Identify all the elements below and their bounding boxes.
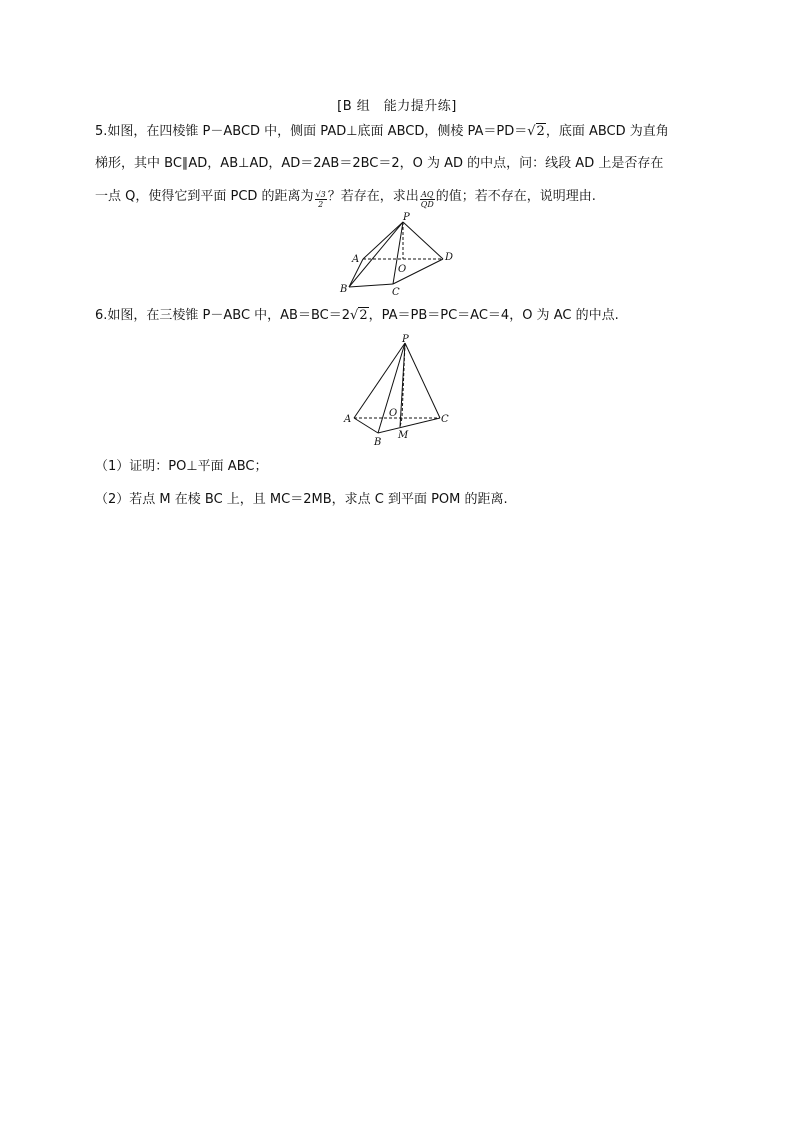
q6-line-1-b: ，PA＝PB＝PC＝AC＝4，O 为 AC 的中点. [368, 308, 619, 323]
q5-line-2: 梯形，其中 BC∥AD，AB⊥AD，AD＝2AB＝2BC＝2，O 为 AD 的中点，问：线段 AD 上是否存在 [95, 156, 664, 171]
q6-line-1 [95, 307, 619, 325]
q6-label-M: M [398, 430, 409, 441]
q6-label-A: A [344, 414, 352, 425]
q6-label-O: O [389, 408, 398, 419]
q6-label-C: C [441, 414, 449, 425]
q6-label-P: P [402, 334, 409, 345]
q5-label-C: C [392, 287, 400, 297]
q5-label-D: D [445, 252, 454, 263]
q6-sqrt: √2 [350, 308, 368, 323]
q5-line-3-b: ？若存在，求出 [327, 189, 419, 204]
q5-line-3 [95, 188, 596, 209]
q6-pyramid-figure [340, 333, 460, 448]
q5-fraction-aq-over-qd: $\frac{AQ}{QD}$ [420, 190, 434, 209]
q5-label-O: O [398, 264, 407, 275]
q5-label-B: B [340, 284, 348, 295]
section-title: [B 组 能力提升练] [337, 99, 457, 114]
q6-part-2: （2）若点 M 在棱 BC 上，且 MC＝2MB，求点 C 到平面 POM 的距离. [95, 492, 508, 507]
q5-line-3-a: 一点 Q，使得它到平面 PCD 的距离为 [95, 189, 314, 204]
q5-label-P: P [403, 212, 410, 223]
q5-line-1-text: 5.如图，在四棱锥 P－ABCD 中，侧面 PAD⊥底面 ABCD，侧棱 PA＝PD＝ [95, 124, 528, 139]
q5-label-A: A [352, 254, 360, 265]
q5-line-3-c: 的值；若不存在，说明理由. [435, 189, 596, 204]
q5-pyramid-figure [335, 212, 465, 297]
q6-label-B: B [374, 437, 382, 448]
q5-fraction-sqrt3-over-2: $\frac{√3}{2}$ [315, 190, 326, 209]
q5-sqrt: √2 [527, 124, 545, 139]
q5-line-1-tail: ，底面 ABCD 为直角 [545, 124, 669, 139]
q6-part-1: （1）证明：PO⊥平面 ABC； [95, 459, 268, 474]
q6-line-1-a: 6.如图，在三棱锥 P－ABC 中，AB＝BC＝2 [95, 308, 351, 323]
q5-line-1 [95, 123, 669, 141]
